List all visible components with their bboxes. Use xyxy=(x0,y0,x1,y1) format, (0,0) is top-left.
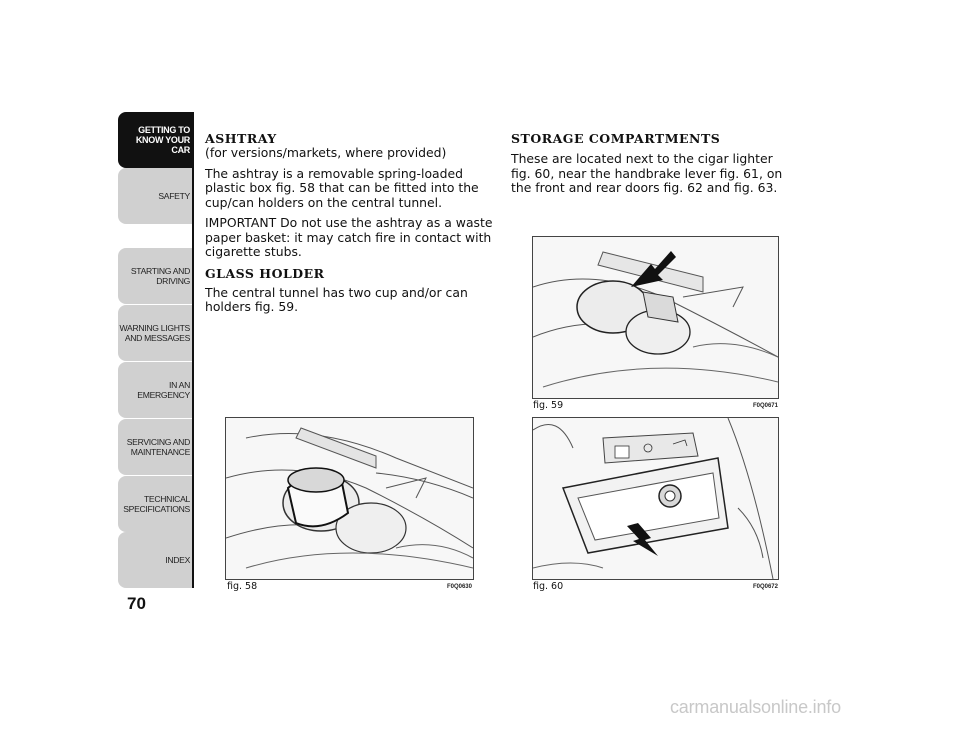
figure-58-code: F0Q0630 xyxy=(446,584,472,590)
glass-holder-heading: GLASS HOLDER xyxy=(205,265,325,281)
tab-index[interactable]: INDEX xyxy=(118,532,194,588)
ashtray-illustration xyxy=(226,418,473,579)
figure-60-caption: fig. 60 xyxy=(533,581,564,592)
tab-servicing-and-maintenance[interactable]: SERVICING AND MAINTENANCE xyxy=(118,419,194,475)
page-number: 70 xyxy=(127,594,146,613)
figure-60-image xyxy=(532,417,779,580)
ashtray-heading: ASHTRAY xyxy=(205,131,277,146)
ashtray-warning: IMPORTANT Do not use the ashtray as a waste paper basket: it may catch fire in contact with cigarette stubs. xyxy=(205,215,493,259)
storage-compartment-illustration xyxy=(533,418,778,579)
left-column xyxy=(205,131,495,315)
chapter-tabs xyxy=(118,112,194,588)
tab-safety[interactable]: SAFETY xyxy=(118,168,194,224)
figure-60-code: F0Q0672 xyxy=(752,584,778,590)
ashtray-paragraph: The ashtray is a removable spring-loaded plastic box fig. 58 that can be fitted into the cup/can holders on the central tunnel. xyxy=(205,165,479,210)
figure-58-caption: fig. 58 xyxy=(227,581,258,592)
figure-58-image xyxy=(225,417,474,580)
watermark: carmanualsonline.info xyxy=(670,697,841,717)
storage-paragraph: These are located next to the cigar lighter fig. 60, near the handbrake lever fig. 61, on the front and rear doors fig. 62 and fig. 63. xyxy=(511,151,783,195)
figure-59-image xyxy=(532,236,779,399)
glass-holder-paragraph: The central tunnel has two cup and/or can holders fig. 59. xyxy=(205,284,468,314)
cup-holder-illustration xyxy=(533,237,778,398)
tab-technical-specifications[interactable]: TECHNICAL SPECIFICATIONS xyxy=(118,476,194,532)
tab-warning-lights[interactable]: WARNING LIGHTS AND MESSAGES xyxy=(118,305,194,361)
right-column xyxy=(511,131,783,196)
figure-59-code: F0Q0671 xyxy=(752,403,778,409)
tab-divider xyxy=(192,112,194,588)
tab-starting-and-driving[interactable]: STARTING AND DRIVING xyxy=(118,248,194,304)
tab-in-an-emergency[interactable]: IN AN EMERGENCY xyxy=(118,362,194,418)
tab-getting-to-know-your-car[interactable]: GETTING TO KNOW YOUR CAR xyxy=(118,112,194,168)
ashtray-subtitle: (for versions/markets, where provided) xyxy=(205,145,447,160)
storage-heading: STORAGE COMPARTMENTS xyxy=(511,131,721,146)
button-icon xyxy=(615,446,629,458)
figure-59-caption: fig. 59 xyxy=(533,400,564,411)
